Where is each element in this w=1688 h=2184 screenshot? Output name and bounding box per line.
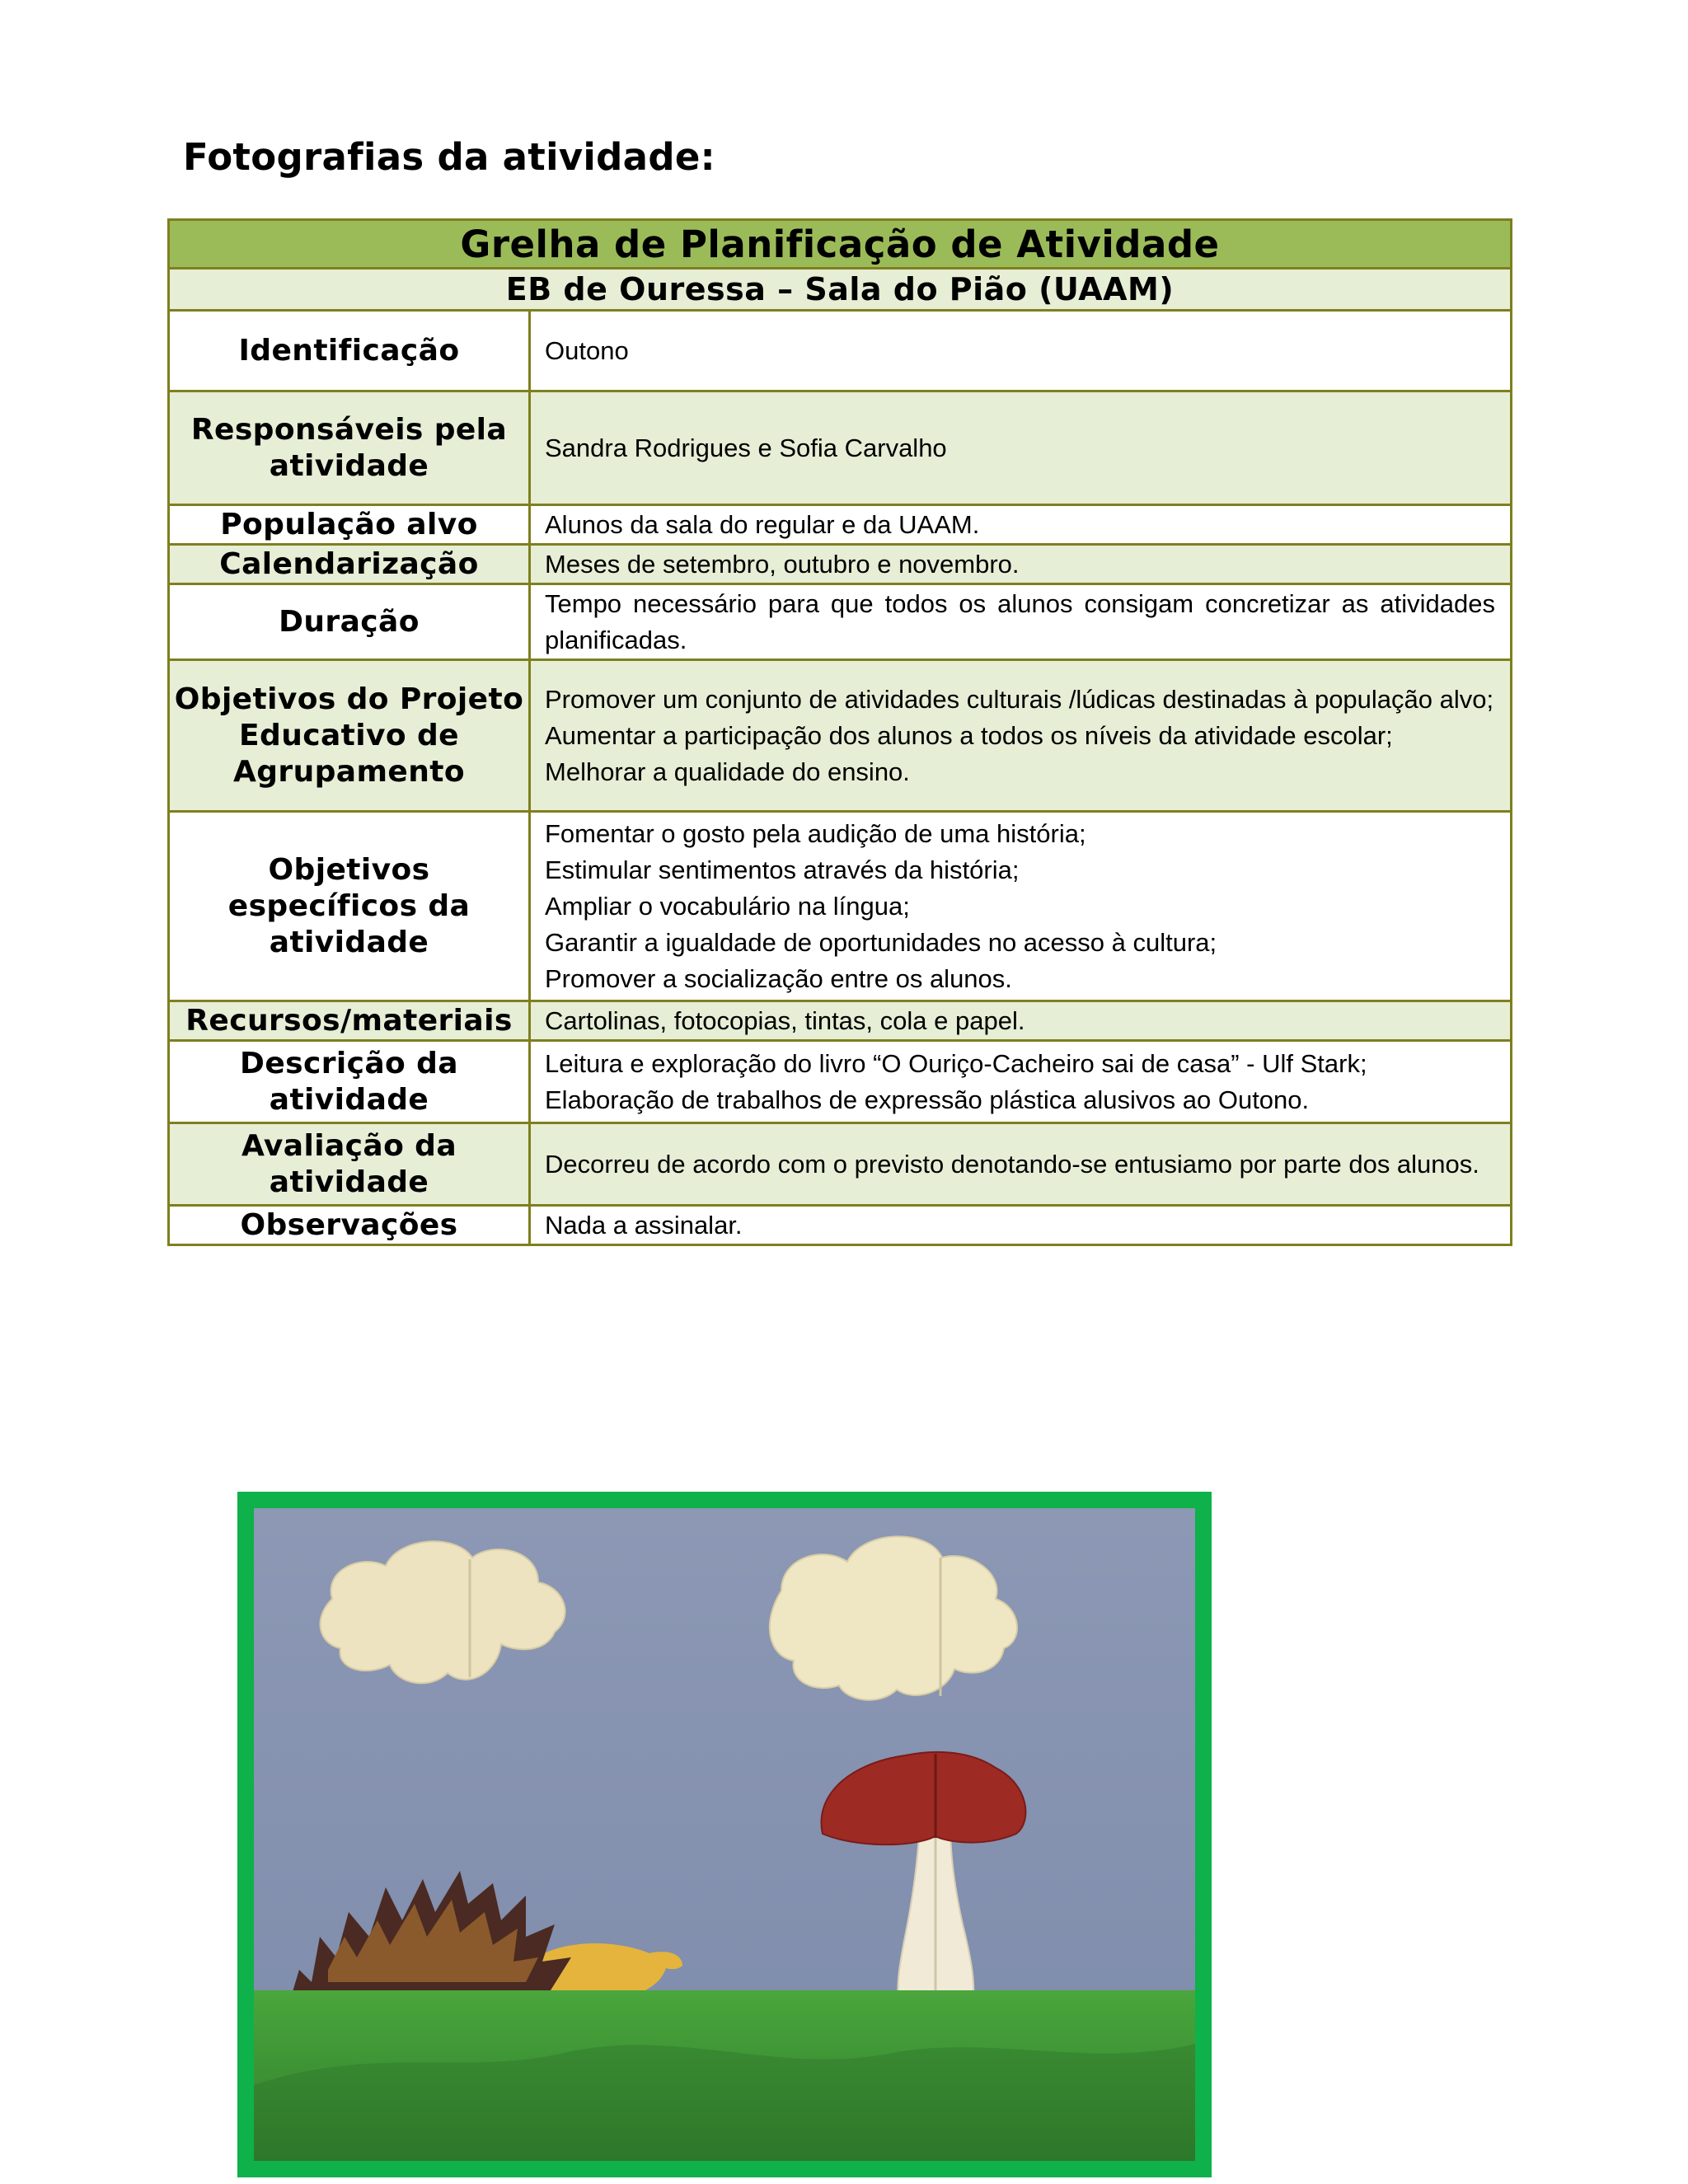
row-label bbox=[169, 505, 530, 545]
row-label bbox=[169, 391, 530, 505]
row-value bbox=[530, 311, 1512, 391]
value-line: Alunos da sala do regular e da UAAM. bbox=[545, 509, 980, 539]
label-line: específicos da bbox=[227, 888, 471, 923]
row-value bbox=[530, 545, 1512, 584]
label-line: Identificação bbox=[238, 333, 460, 368]
row-value bbox=[530, 660, 1512, 812]
row-value bbox=[530, 505, 1512, 545]
value-line: Aumentar a participação dos alunos a todos os níveis da atividade escolar; bbox=[545, 720, 1393, 750]
row-calendarizacao bbox=[169, 545, 1512, 584]
label-line: Calendarização bbox=[219, 546, 479, 581]
label-line: População alvo bbox=[220, 507, 478, 541]
label-line: atividade bbox=[269, 448, 429, 483]
label-line: Projeto Educativo bbox=[239, 682, 524, 752]
value-line: Promover a socialização entre os alunos. bbox=[545, 963, 1012, 993]
label-line: atividade bbox=[269, 925, 429, 959]
row-label bbox=[169, 1206, 530, 1245]
page-heading: Fotografias da atividade: bbox=[183, 135, 715, 179]
row-value bbox=[530, 1123, 1512, 1206]
row-label bbox=[169, 1001, 530, 1041]
row-objetivos-projeto bbox=[169, 660, 1512, 812]
row-label bbox=[169, 584, 530, 660]
value-line: Cartolinas, fotocopias, tintas, cola e papel. bbox=[545, 1005, 1025, 1035]
row-label bbox=[169, 812, 530, 1001]
grid-subtitle: EB de Ouressa – Sala do Pião (UAAM) bbox=[169, 269, 1512, 311]
value-line: Estimular sentimentos através da história; bbox=[545, 855, 1020, 884]
value-line: Outono bbox=[545, 335, 629, 365]
label-line: atividade bbox=[269, 1165, 429, 1199]
value-line: Melhorar a qualidade do ensino. bbox=[545, 757, 910, 786]
value-line: Sandra Rodrigues e Sofia Carvalho bbox=[545, 433, 947, 462]
label-line: Avaliação da bbox=[241, 1128, 457, 1163]
row-value bbox=[530, 812, 1512, 1001]
row-recursos-materiais bbox=[169, 1001, 1512, 1041]
row-duracao bbox=[169, 584, 1512, 660]
row-label bbox=[169, 1123, 530, 1206]
row-label bbox=[169, 660, 530, 812]
label-line: Responsáveis pela bbox=[190, 412, 508, 447]
grid-title: Grelha de Planificação de Atividade bbox=[169, 220, 1512, 269]
row-descricao bbox=[169, 1041, 1512, 1123]
label-line: Observações bbox=[240, 1207, 458, 1242]
value-line: Promover um conjunto de atividades culturais /lúdicas destinadas à população alvo; bbox=[545, 684, 1494, 714]
row-responsaveis bbox=[169, 391, 1512, 505]
row-avaliacao bbox=[169, 1123, 1512, 1206]
activity-photo bbox=[237, 1492, 1212, 2177]
label-line: Duração bbox=[279, 604, 420, 639]
value-line: Meses de setembro, outubro e novembro. bbox=[545, 549, 1020, 579]
value-line: Elaboração de trabalhos de expressão plástica alusivos ao Outono. bbox=[545, 1085, 1310, 1114]
row-identificacao bbox=[169, 311, 1512, 391]
label-line: atividade bbox=[269, 1082, 429, 1117]
value-line: Nada a assinalar. bbox=[545, 1210, 743, 1240]
value-line: Garantir a igualdade de oportunidades no acesso à cultura; bbox=[545, 927, 1217, 957]
autumn-collage-illustration bbox=[254, 1508, 1195, 2161]
row-observacoes bbox=[169, 1206, 1512, 1245]
row-value bbox=[530, 391, 1512, 505]
row-objetivos-especificos bbox=[169, 812, 1512, 1001]
row-value bbox=[530, 1001, 1512, 1041]
row-value bbox=[530, 1206, 1512, 1245]
label-line: Objetivos bbox=[268, 852, 430, 887]
value-line: Decorreu de acordo com o previsto denotando-se entusiamo por parte dos alunos. bbox=[545, 1149, 1479, 1179]
row-populacao-alvo bbox=[169, 505, 1512, 545]
value-line: Tempo necessário para que todos os alunos consigam concretizar as atividades planificadas. bbox=[545, 588, 1495, 654]
row-label bbox=[169, 311, 530, 391]
row-label bbox=[169, 545, 530, 584]
value-line: Leitura e exploração do livro “O Ouriço-Cacheiro sai de casa” - Ulf Stark; bbox=[545, 1048, 1367, 1078]
value-line: Fomentar o gosto pela audição de uma história; bbox=[545, 818, 1086, 848]
label-line: Recursos/materiais bbox=[185, 1003, 513, 1038]
row-value bbox=[530, 584, 1512, 660]
grid-title-row bbox=[169, 220, 1512, 269]
label-line: Descrição da bbox=[240, 1046, 458, 1080]
row-label bbox=[169, 1041, 530, 1123]
planning-grid bbox=[167, 218, 1512, 1246]
value-line: Ampliar o vocabulário na língua; bbox=[545, 891, 910, 921]
label-line: Objetivos do bbox=[174, 682, 389, 716]
grid-subtitle-row bbox=[169, 269, 1512, 311]
label-line: de Agrupamento bbox=[233, 718, 465, 789]
row-value bbox=[530, 1041, 1512, 1123]
